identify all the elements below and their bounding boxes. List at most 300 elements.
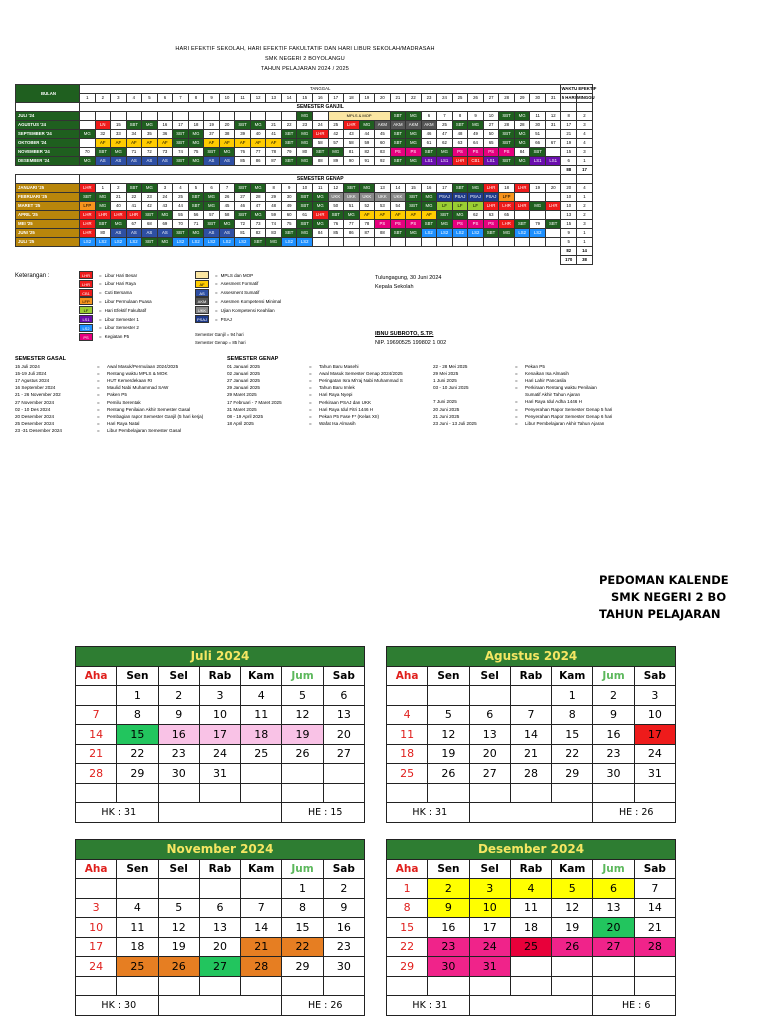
month-name: OKTOBER '24 [16,139,80,148]
calendar-day [469,686,510,706]
day-cell: SBT [188,193,204,202]
day-cell: 87 [359,229,375,238]
day-cell: 62 [437,139,453,148]
day-cell [359,238,375,247]
day-cell: LHR [499,202,515,211]
calendar-day: 14 [76,725,117,745]
day-cell: LF [437,202,453,211]
calendar-day [199,783,240,803]
calendar-day: 17 [199,725,240,745]
date-header: 25 [452,94,468,103]
day-cell: MG [297,229,313,238]
event-eq [515,391,525,398]
event-date: 20 Desember 2024 [15,413,55,419]
calendar-day: 24 [469,937,510,957]
hari-value: 5 [561,238,577,247]
calendar-day: 24 [199,744,240,764]
month-row [16,121,593,130]
event-desc: Awal Masuk Semester Genap 2024/2025 [319,371,403,377]
day-cell: 8 [266,184,282,193]
day-cell: SBT [95,220,111,229]
event-desc: Paken P5 [107,392,127,398]
calendar-day: 21 [510,744,551,764]
day-cell: 58 [219,211,235,220]
day-cell [266,112,282,121]
day-cell: 73 [157,148,173,157]
minggu-value: 3 [577,220,593,229]
day-cell: 55 [173,211,189,220]
calendar-day [593,783,634,803]
weekday-header: Rab [510,859,551,879]
weekday-header: Kam [241,666,282,686]
calendar-day: 22 [117,744,158,764]
day-cell: PS [390,220,406,229]
calendar-day: 25 [241,744,282,764]
day-cell: SBT [406,202,422,211]
day-cell: SBT [499,157,515,166]
day-cell: 32 [95,130,111,139]
calendar-day: 27 [593,937,634,957]
calendar-day [76,686,117,706]
day-cell: MG [514,112,530,121]
calendar-day: 23 [158,744,199,764]
day-cell: MG [188,139,204,148]
pedoman-line2: SMK NEGERI 2 BO [611,590,727,604]
calendar-day: 30 [323,957,364,977]
day-cell: LHR [80,229,96,238]
calendar-day: 9 [323,898,364,918]
legend-swatch: AF [195,280,209,288]
event-date: 17 Februari - 7 Maret 2025 [227,399,282,405]
month-row [16,238,593,247]
month-row [16,139,593,148]
weekday-header: Sel [469,666,510,686]
day-cell: 24 [157,193,173,202]
event-desc: Perkiraan PSAJ dan UKK [319,399,372,405]
weekday-header: Jum [282,859,323,879]
day-cell: MG [188,130,204,139]
day-cell: 51 [344,202,360,211]
calendar-day: 13 [323,705,364,725]
day-cell: LHR [111,211,127,220]
weekday-header: Aha [387,666,428,686]
event-desc: Libur Pembelajaran Semester Gasal [107,427,182,433]
day-cell [157,112,173,121]
date-header: 3 [111,94,127,103]
weekday-header: Kam [241,859,282,879]
day-cell: MG [530,202,546,211]
event-date: 21 - 26 November 202 [15,392,61,398]
pedoman-line3: TAHUN PELAJARAN [599,607,721,621]
day-cell: 85 [328,229,344,238]
calendar-day: 11 [387,725,428,745]
event-date: 29 Mei 2025 [433,371,459,377]
event-date: 16 September 2024 [15,385,56,391]
calendar-day: 25 [510,937,551,957]
day-cell: 20 [219,121,235,130]
week-row [76,783,365,803]
day-cell: 60 [375,139,391,148]
weekday-header: Kam [552,859,593,879]
legend-swatch: LHR [79,271,93,279]
event-row [433,384,612,391]
event-eq: = [97,378,100,384]
day-cell: 63 [452,139,468,148]
month-name: FEBRUARI '25 [16,193,80,202]
day-cell: MG [219,220,235,229]
week-row [387,725,676,745]
date-header: 27 [483,94,499,103]
day-cell: SBT [204,220,220,229]
event-row [433,398,612,405]
event-desc: Tahun Baru Masehi [319,364,359,370]
calendar-day: 2 [593,686,634,706]
month-name: MEI '25 [16,220,80,229]
calendar-day: 13 [469,725,510,745]
day-cell: MG [297,130,313,139]
day-cell: SBT [406,193,422,202]
day-cell: MG [157,238,173,247]
day-cell: LS2 [281,238,297,247]
calendar-day [241,879,282,899]
day-cell: LS2 [452,229,468,238]
day-cell: AS [111,229,127,238]
calendar-footer [387,803,676,823]
day-cell: LS2 [219,238,235,247]
calendar-day [552,976,593,996]
day-cell: 81 [344,148,360,157]
day-cell: AF [111,139,127,148]
day-cell: LHR [545,202,561,211]
day-cell: MG [312,193,328,202]
waktu-efektif-header: WAKTU EFEKTIF [561,85,593,94]
calendar-day: 20 [593,918,634,938]
event-eq: = [515,399,518,405]
ganjil-total-row [16,166,593,175]
day-cell: 60 [281,211,297,220]
month-name: AGUSTUS '24 [16,121,80,130]
day-cell: 26 [219,193,235,202]
calendar-day [158,976,199,996]
day-cell: 58 [312,139,328,148]
date-header: 9 [204,94,220,103]
day-cell: LHR [312,130,328,139]
day-cell: 49 [468,130,484,139]
day-cell: 91 [359,157,375,166]
hari-value: 6 [561,157,577,166]
day-cell: SBT [390,229,406,238]
calendar-day: 4 [510,879,551,899]
day-cell: LS2 [204,238,220,247]
calendar-day [76,976,117,996]
day-cell: MG [406,157,422,166]
event-date: 02 - 10 Des 2024 [15,406,51,412]
calendar-day [199,879,240,899]
event-row [15,427,203,434]
calendar-day: 18 [387,744,428,764]
day-cell: MG [514,157,530,166]
legend-item: LHR = Libur Hari Besar [79,271,137,279]
legend-item: PS = Kegiatan P5 [79,333,129,341]
day-cell: MG [80,157,96,166]
calendar-day: 7 [241,898,282,918]
day-cell: 40 [111,202,127,211]
day-cell: SBT [421,148,437,157]
legend-text: Cuti Bersama [104,290,132,296]
date-header: 14 [281,94,297,103]
day-cell: 46 [235,202,251,211]
weekday-header: Sen [428,859,469,879]
day-cell: 64 [468,139,484,148]
day-cell: 41 [266,130,282,139]
event-row [227,391,403,398]
calendar-day: 17 [634,725,675,745]
day-cell: MG [421,202,437,211]
day-cell: AF [421,211,437,220]
date-header: 21 [390,94,406,103]
event-desc: Hari Raya Idul Fitri 1446 H [319,406,374,412]
day-cell: 76 [235,148,251,157]
day-cell [530,193,546,202]
calendar-day: 8 [387,898,428,918]
calendar-day: 24 [634,744,675,764]
calendar-day [117,976,158,996]
day-cell: SBT [390,157,406,166]
day-cell: PSAJ [483,193,499,202]
day-cell: LHR [452,157,468,166]
calendar-day: 18 [510,918,551,938]
day-cell: SBT [95,148,111,157]
date-header: 13 [266,94,282,103]
calendar-day: 12 [158,918,199,938]
month-name: SEPTEMBER '24 [16,130,80,139]
calendar-footer [76,803,365,823]
day-cell: PS [406,148,422,157]
day-cell: SBT [188,202,204,211]
event-date: 18 April 2025 [227,420,254,426]
calendar-day [117,879,158,899]
week-row [76,705,365,725]
calendar-day: 5 [282,686,323,706]
calendar-day: 14 [634,898,675,918]
day-cell: 1 [95,184,111,193]
calendar-day [469,976,510,996]
he-count: HE : 26 [593,803,676,823]
day-cell: 20 [545,184,561,193]
day-cell: 83 [375,148,391,157]
calendar-day [387,976,428,996]
event-eq: = [515,385,518,391]
event-date: 23 -31 Desember 2024 [15,427,62,433]
calendar-day: 22 [552,744,593,764]
event-eq: = [97,427,100,433]
event-date [433,391,515,398]
calendar-day: 19 [282,725,323,745]
he-count: HE : 6 [593,996,676,1016]
day-cell [406,238,422,247]
day-cell: SBT [235,211,251,220]
day-cell: AKM [375,121,391,130]
calendar-day: 9 [158,705,199,725]
day-cell: 16 [157,121,173,130]
day-cell: 80 [95,229,111,238]
day-cell: LHR [95,211,111,220]
day-cell: LFP [499,193,515,202]
event-row [227,370,403,377]
day-cell: 27 [235,193,251,202]
calendar-day: 26 [552,937,593,957]
calendar-day [387,783,428,803]
calendar-title-row [76,840,365,860]
day-cell: 51 [530,130,546,139]
minggu-value: 2 [577,211,593,220]
day-cell: AS [219,229,235,238]
event-date: 17 Agustus 2024 [15,378,50,384]
date-header: 22 [406,94,422,103]
event-date: 23 Juni - 13 Juli 2025 [433,420,477,426]
hari-value: 15 [561,148,577,157]
day-cell [375,238,391,247]
event-desc: Hari Lahir Pancasila [525,378,567,384]
day-cell: AS [142,157,158,166]
day-cell: 61 [421,139,437,148]
day-cell: MG [157,211,173,220]
day-cell: LS2 [514,229,530,238]
legend-text: Libur Hari Besar [104,272,138,278]
calendar-title: November 2024 [76,840,365,860]
day-cell: 44 [173,202,189,211]
pedoman-line1: PEDOMAN KALENDE [599,573,729,587]
day-cell: 28 [250,193,266,202]
calendar-day: 5 [552,879,593,899]
header-row-2 [16,94,593,103]
calendar-day [510,783,551,803]
event-eq: = [309,392,312,398]
day-cell: LF [468,202,484,211]
day-cell: 72 [235,220,251,229]
month-name: DESEMBER '24 [16,157,80,166]
day-cell: LS2 [95,238,111,247]
day-cell: 10 [483,112,499,121]
month-name: JANUARI '25 [16,184,80,193]
day-cell [390,238,406,247]
day-cell: MG [359,184,375,193]
day-cell: 9 [468,112,484,121]
date-header: 24 [437,94,453,103]
calendar-day [199,976,240,996]
event-desc: Wafat Isa Almasih [319,420,356,426]
minggu-value: 1 [577,229,593,238]
day-cell: MG [250,184,266,193]
day-cell: SBT [297,220,313,229]
calendar-day [510,976,551,996]
calendar-day: 4 [387,705,428,725]
legend-item: PSAJ = PSAJ [196,316,232,322]
legend-swatch: AKM [195,297,209,305]
month-row [16,130,593,139]
day-cell [142,112,158,121]
day-cell: 45 [375,130,391,139]
weekday-header: Sab [634,859,675,879]
signer-nip: NIP. 19690525 199802 1 002 [375,340,447,346]
legend-text: Asesmen Kompetensi Minimal [220,298,282,304]
weekday-header: Aha [387,859,428,879]
day-cell: 77 [344,220,360,229]
calendar-day: 23 [323,937,364,957]
event-date: 29 Januari 2025 [227,385,260,391]
calendar-title: Desember 2024 [387,840,676,860]
calendar-day: 15 [387,918,428,938]
day-cell: 17 [173,121,189,130]
day-cell: 82 [250,229,266,238]
day-cell: MG [406,112,422,121]
event-date: 20 Juni 2025 [433,406,460,412]
day-cell: LF [452,202,468,211]
day-cell: 65 [483,139,499,148]
weekday-header: Jum [593,666,634,686]
event-desc: Libur Pembelajaran Akhir Tahun Ajaran [525,420,605,426]
calendar-november-2024 [75,839,365,1016]
day-cell [328,238,344,247]
weekday-header: Sab [634,666,675,686]
day-cell: SBT [281,229,297,238]
calendar-day [469,783,510,803]
calendar-day: 28 [76,764,117,784]
day-cell: AS [204,157,220,166]
calendar-day: 13 [199,918,240,938]
day-cell [235,112,251,121]
calendar-day: 12 [282,705,323,725]
calendar-day: 18 [117,937,158,957]
calendar-day: 20 [469,744,510,764]
legend-item: AF = Asesment Formatif [195,280,258,288]
day-cell: 92 [375,157,391,166]
day-cell: MG [437,148,453,157]
week-row [76,918,365,938]
day-cell: MG [468,184,484,193]
event-date: 01 Januari 2025 [227,364,260,370]
day-cell: 17 [437,184,453,193]
day-cell: AF [235,139,251,148]
calendar-day: 16 [158,725,199,745]
day-cell: 75 [188,148,204,157]
event-desc: Pekan P5 Fase F* (Kelas XII) [319,413,379,419]
day-cell: 13 [375,184,391,193]
weekday-header: Sen [117,666,158,686]
grand-total-minggu: 38 [577,256,593,265]
header-line1: HARI EFEKTIF SEKOLAH, HARI EFEKTIF FAKULTATIF DAN HARI LIBUR SEKOLAH/MADRASAH [175,46,435,52]
minggu-value: 4 [577,139,593,148]
date-header: 17 [328,94,344,103]
event-desc: Penyerahan Rapor Semester Genap 6 hari [525,413,613,419]
calendar-day: 3 [634,686,675,706]
calendar-title-row [76,647,365,667]
calendar-day: 21 [241,937,282,957]
date-header: 29 [514,94,530,103]
legend-text: Ujian Kompetensi Keahlian [220,307,275,313]
day-cell: MG [359,121,375,130]
calendar-day [76,879,117,899]
legend-item: LS2 = Libur Semester 2 [79,324,139,332]
day-cell: SBT [173,157,189,166]
event-date: 02 Januari 2025 [227,371,260,377]
legend-swatch: UKK [195,306,209,314]
day-cell: AS [126,229,142,238]
weekday-row [76,859,365,879]
day-cell: AF [95,139,111,148]
calendar-footer [387,996,676,1016]
calendar-day: 4 [117,898,158,918]
